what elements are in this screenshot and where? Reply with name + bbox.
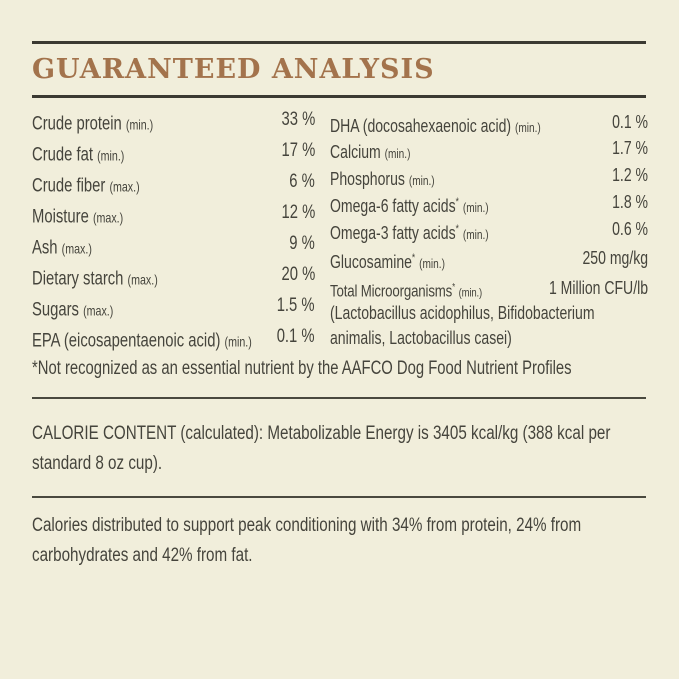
nutrient-name: Crude fat	[32, 144, 93, 166]
calorie-distribution-line: carbohydrates and 42% from fat.	[32, 545, 253, 566]
divider-rule	[32, 496, 646, 498]
panel-title: GUARANTEED ANALYSIS	[32, 54, 435, 85]
nutrient-name: Crude protein	[32, 113, 122, 135]
nutrient-row	[32, 104, 315, 135]
nutrient-label	[330, 277, 482, 304]
nutrient-name: Sugars	[32, 299, 79, 321]
nutrient-qualifier: (max.)	[61, 241, 92, 257]
nutrient-asterisk: *	[411, 252, 416, 264]
nutrient-qualifier: (min.)	[462, 200, 489, 215]
nutrient-label	[32, 321, 252, 357]
nutrient-name: Calcium	[330, 142, 381, 162]
nutrient-row	[32, 321, 315, 352]
nutrient-qualifier: (min.)	[97, 148, 125, 164]
microorganisms-species-line: animalis, Lactobacillus casei)	[330, 328, 512, 348]
divider-rule	[32, 397, 646, 399]
nutrient-name: Glucosamine	[330, 252, 412, 272]
nutrient-label	[330, 191, 489, 219]
nutrient-name: EPA (eicosapentaenoic acid)	[32, 330, 221, 352]
nutrient-qualifier: (min.)	[514, 120, 541, 135]
nutrient-qualifier: (min.)	[419, 256, 445, 271]
nutrient-qualifier: (min.)	[408, 173, 435, 188]
nutrient-qualifier: (min.)	[458, 285, 483, 300]
nutrient-value: 1.8 %	[612, 192, 648, 212]
nutrient-qualifier: (max.)	[83, 303, 114, 319]
nutrient-value: 17 %	[281, 140, 315, 161]
nutrient-value: 20 %	[281, 264, 315, 285]
nutrient-row	[32, 228, 315, 259]
nutrient-value: 12 %	[281, 202, 315, 223]
nutrient-label	[330, 247, 445, 275]
nutrient-qualifier: (min.)	[224, 334, 252, 350]
nutrient-row	[32, 197, 315, 228]
nutrient-row	[32, 259, 315, 290]
nutrient-qualifier: (min.)	[125, 117, 154, 133]
nutrient-name: Ash	[32, 237, 58, 259]
nutrient-row	[32, 290, 315, 321]
nutrient-label	[330, 218, 489, 246]
nutrient-row	[330, 247, 648, 272]
top-rule	[32, 41, 646, 44]
nutrient-qualifier: (max.)	[92, 210, 124, 226]
nutrient-value: 9 %	[289, 233, 315, 254]
aafco-footnote: *Not recognized as an essential nutrient by the AAFCO Dog Food Nutrient Profiles	[32, 358, 572, 379]
nutrient-row	[330, 277, 648, 299]
nutrient-value: 1.7 %	[612, 138, 648, 158]
nutrient-qualifier: (min.)	[462, 227, 489, 242]
nutrient-row	[330, 164, 648, 189]
nutrient-name: Crude fiber	[32, 175, 106, 197]
nutrient-row	[330, 218, 648, 243]
nutrient-asterisk: *	[455, 223, 459, 235]
nutrient-name: Omega-6 fatty acids	[330, 196, 456, 216]
nutrient-name: DHA (docosahexaenoic acid)	[330, 116, 512, 136]
nutrient-name: Omega-3 fatty acids	[330, 223, 456, 243]
analysis-left-column	[32, 104, 315, 352]
nutrient-row	[32, 135, 315, 166]
nutrient-value: 1 Million CFU/lb	[548, 278, 648, 298]
nutrient-value: 33 %	[281, 109, 315, 130]
nutrient-name: Phosphorus	[330, 169, 405, 189]
calorie-content-line: CALORIE CONTENT (calculated): Metabolizable Energy is 3405 kcal/kg (388 kcal per	[32, 423, 611, 444]
calorie-content-paragraph	[32, 419, 646, 479]
nutrient-row	[330, 191, 648, 216]
nutrient-value: 0.1 %	[612, 112, 648, 132]
nutrient-value: 6 %	[289, 171, 315, 192]
microorganisms-species-line: (Lactobacillus acidophilus, Bifidobacterium	[330, 303, 595, 323]
nutrient-name: Moisture	[32, 206, 89, 228]
nutrient-row	[330, 137, 648, 162]
nutrient-qualifier: (max.)	[109, 179, 140, 195]
nutrient-value: 250 mg/kg	[582, 248, 648, 268]
nutrient-asterisk: *	[455, 196, 459, 208]
calorie-distribution-line: Calories distributed to support peak conditioning with 34% from protein, 24% from	[32, 515, 582, 536]
nutrient-label	[330, 137, 410, 165]
nutrient-value: 1.2 %	[612, 165, 648, 185]
nutrient-name: Dietary starch	[32, 268, 124, 290]
nutrient-value: 0.6 %	[612, 219, 648, 239]
title-underline-rule	[32, 95, 646, 98]
nutrient-value: 1.5 %	[277, 295, 315, 316]
nutrient-asterisk: *	[452, 282, 456, 293]
nutrient-qualifier: (max.)	[127, 272, 158, 288]
nutrient-label	[330, 164, 435, 192]
calorie-distribution-paragraph	[32, 511, 646, 571]
nutrient-row	[32, 166, 315, 197]
nutrient-row	[330, 111, 648, 136]
nutrient-qualifier: (min.)	[384, 146, 411, 161]
calorie-content-line: standard 8 oz cup).	[32, 453, 163, 474]
nutrient-name: Total Microorganisms	[330, 281, 453, 301]
nutrient-label	[330, 111, 541, 139]
nutrient-value: 0.1 %	[277, 326, 315, 347]
